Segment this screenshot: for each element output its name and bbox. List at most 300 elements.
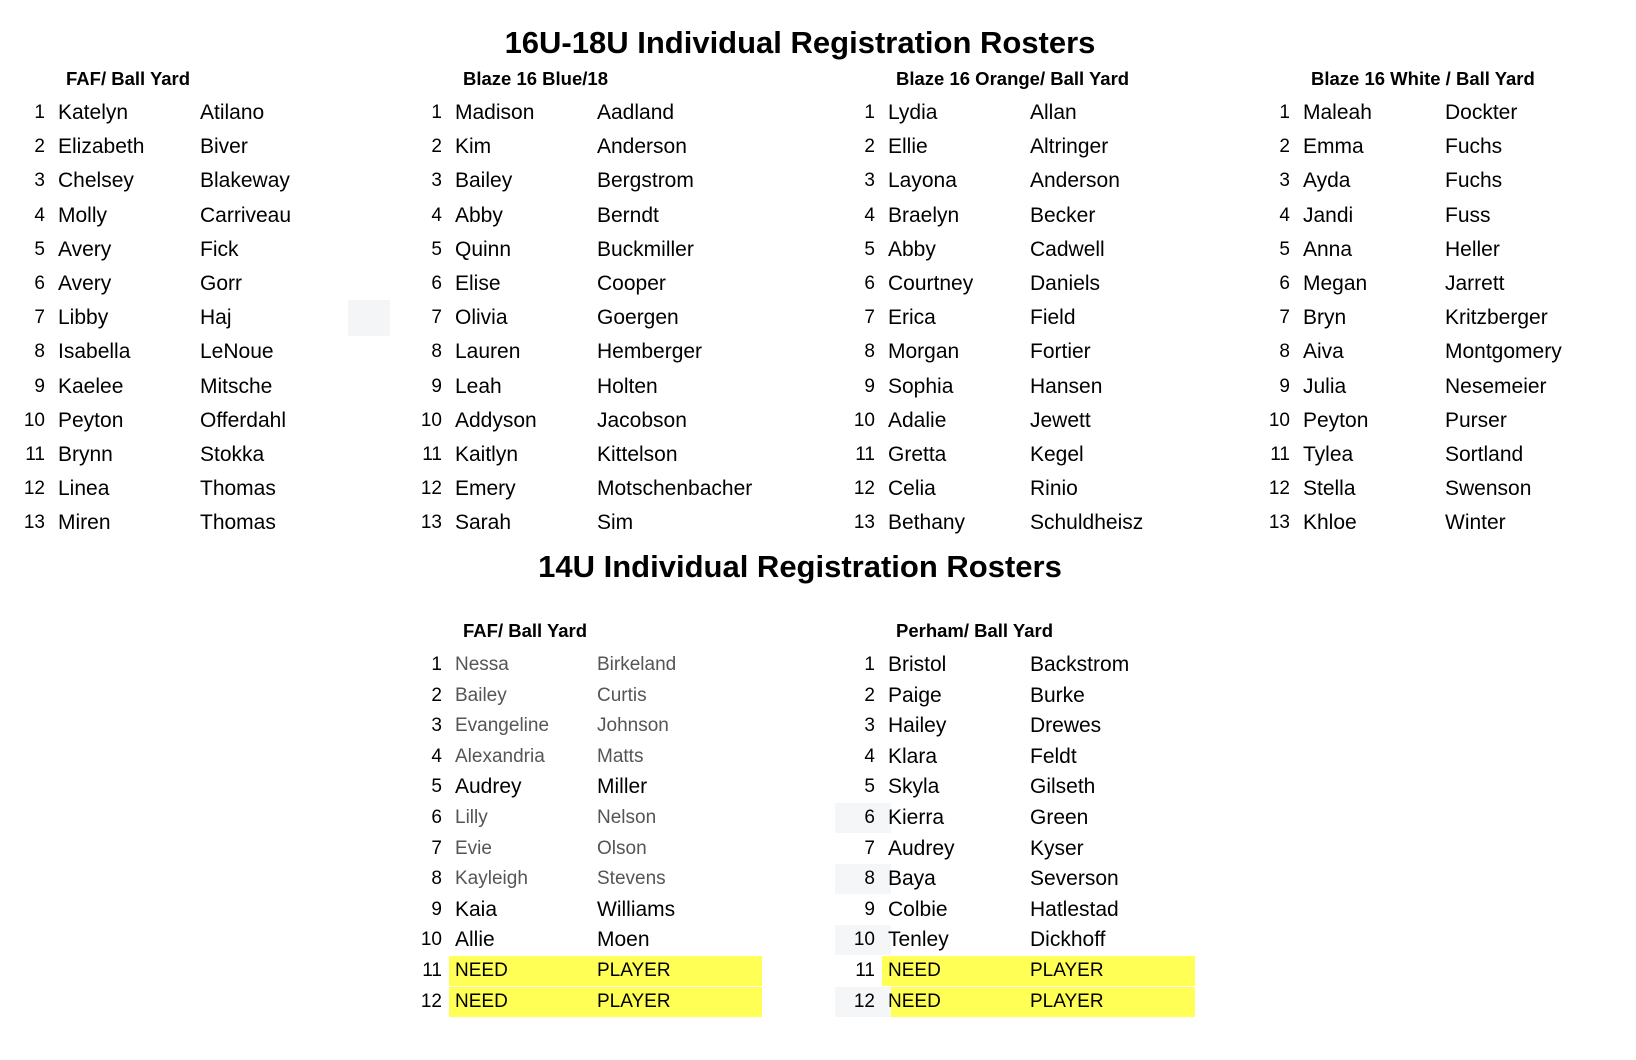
roster-row — [1250, 508, 1580, 538]
player-number: 1 — [34, 102, 45, 123]
player-number: 8 — [34, 341, 45, 363]
player-first-name: Stella — [1303, 477, 1356, 501]
player-last-name: Anderson — [597, 135, 687, 159]
player-first-name: Tylea — [1303, 443, 1354, 466]
player-first-name: Peyton — [1303, 408, 1369, 432]
player-number: 10 — [23, 409, 45, 431]
player-last-name: Williams — [597, 897, 676, 921]
player-last-name: Heller — [1445, 237, 1500, 261]
roster-row — [835, 406, 1165, 436]
player-last-name: Swenson — [1445, 477, 1532, 501]
player-number: 10 — [853, 409, 875, 431]
section-title-16u-18u: 16U-18U Individual Registration Rosters — [504, 25, 1096, 60]
player-last-name: Kritzberger — [1445, 306, 1548, 330]
player-first-name: NEED — [888, 990, 941, 1012]
player-last-name: Kegel — [1030, 443, 1084, 466]
player-first-name: Lilly — [455, 807, 488, 828]
player-last-name: Moen — [597, 928, 650, 952]
roster-row — [835, 440, 1165, 470]
roster-row — [835, 132, 1165, 162]
player-first-name: Nessa — [455, 654, 509, 675]
player-first-name: Quinn — [455, 237, 512, 261]
player-last-name: Haj — [200, 306, 232, 330]
player-first-name: Kim — [455, 135, 492, 159]
player-last-name: Backstrom — [1030, 653, 1130, 676]
player-first-name: Avery — [58, 272, 112, 295]
roster-row — [402, 508, 732, 538]
player-first-name: Julia — [1303, 374, 1347, 398]
player-first-name: Layona — [888, 169, 957, 193]
player-number: 1 — [431, 654, 442, 675]
player-first-name: NEED — [888, 960, 941, 981]
roster-row — [402, 303, 732, 333]
player-number: 5 — [431, 776, 442, 798]
section-title-14u: 14U Individual Registration Rosters — [538, 549, 1062, 584]
player-first-name: Gretta — [888, 443, 947, 466]
roster-row — [402, 337, 732, 367]
roster-row — [402, 681, 732, 711]
player-number: 1 — [431, 102, 442, 123]
player-first-name: Emma — [1303, 135, 1364, 159]
roster-row — [5, 440, 335, 470]
player-first-name: Molly — [58, 203, 108, 227]
player-first-name: Libby — [58, 306, 109, 330]
roster-row — [835, 772, 1165, 802]
player-first-name: Klara — [888, 744, 938, 768]
player-first-name: Colbie — [888, 897, 948, 921]
roster-row — [402, 269, 732, 299]
player-first-name: Evangeline — [455, 715, 550, 737]
player-last-name: Berndt — [597, 203, 659, 227]
player-first-name: Addyson — [455, 408, 537, 432]
roster-title: Perham/ Ball Yard — [896, 620, 1053, 641]
player-number: 4 — [431, 204, 442, 226]
player-number: 9 — [864, 375, 875, 397]
roster-row — [5, 337, 335, 367]
player-number: 5 — [431, 238, 442, 260]
roster-row — [402, 406, 732, 436]
roster-row — [835, 987, 1165, 1017]
player-first-name: Abby — [455, 203, 503, 227]
player-first-name: Braelyn — [888, 203, 960, 227]
player-last-name: Jewett — [1030, 408, 1091, 432]
roster-row — [1250, 201, 1580, 231]
player-first-name: Megan — [1303, 272, 1368, 295]
player-last-name: Birkeland — [597, 654, 677, 675]
player-last-name: Fuss — [1445, 203, 1491, 227]
player-first-name: Jandi — [1303, 203, 1354, 227]
roster-row — [835, 711, 1165, 741]
player-first-name: Emery — [455, 477, 516, 501]
player-number: 3 — [1279, 170, 1290, 192]
roster-row — [835, 742, 1165, 772]
player-last-name: Matts — [597, 745, 644, 767]
player-last-name: Offerdahl — [200, 408, 286, 432]
player-last-name: PLAYER — [597, 960, 671, 981]
player-last-name: Sim — [597, 511, 634, 535]
player-last-name: Carriveau — [200, 203, 292, 227]
roster-row — [402, 803, 732, 833]
player-first-name: Bailey — [455, 169, 513, 193]
player-last-name: Gilseth — [1030, 775, 1096, 799]
player-number: 11 — [855, 960, 875, 981]
roster-row — [1250, 235, 1580, 265]
player-first-name: Miren — [58, 511, 111, 535]
roster-row — [1250, 337, 1580, 367]
player-last-name: Curtis — [597, 684, 647, 706]
player-last-name: Gorr — [200, 272, 242, 295]
player-number: 8 — [1279, 341, 1290, 363]
player-last-name: Cooper — [597, 272, 666, 295]
player-number: 2 — [1279, 136, 1290, 158]
player-first-name: Olivia — [455, 306, 508, 330]
player-last-name: Johnson — [597, 715, 669, 737]
player-first-name: Leah — [455, 374, 502, 398]
player-first-name: Bailey — [455, 684, 507, 706]
roster-row — [835, 474, 1165, 504]
roster-row — [402, 711, 732, 741]
player-first-name: Maleah — [1303, 101, 1372, 124]
player-first-name: NEED — [455, 960, 508, 981]
player-number: 5 — [34, 238, 45, 260]
player-number: 8 — [431, 341, 442, 363]
player-number: 7 — [431, 837, 442, 859]
player-first-name: Sophia — [888, 374, 954, 398]
roster-row — [1250, 303, 1580, 333]
player-last-name: Blakeway — [200, 169, 290, 193]
player-first-name: Kaia — [455, 897, 498, 921]
player-first-name: Hailey — [888, 714, 947, 738]
roster-row — [402, 895, 732, 925]
player-last-name: Buckmiller — [597, 237, 694, 261]
roster-row — [835, 803, 1165, 833]
player-last-name: Nelson — [597, 807, 657, 828]
roster-row — [1250, 132, 1580, 162]
roster-row — [402, 864, 732, 894]
player-last-name: Mitsche — [200, 374, 273, 398]
roster-row — [402, 956, 732, 986]
roster-row — [402, 235, 732, 265]
roster-row — [5, 132, 335, 162]
player-number: 6 — [34, 273, 45, 294]
player-last-name: Green — [1030, 806, 1089, 829]
player-number: 11 — [25, 444, 45, 465]
player-number: 12 — [420, 990, 442, 1012]
player-number: 3 — [34, 170, 45, 192]
player-first-name: Lauren — [455, 340, 521, 364]
roster-title: FAF/ Ball Yard — [66, 68, 191, 89]
player-first-name: Tenley — [888, 928, 949, 952]
player-first-name: Paige — [888, 683, 942, 707]
player-last-name: Kittelson — [597, 443, 678, 466]
player-first-name: Khloe — [1303, 511, 1357, 535]
roster-row — [5, 372, 335, 402]
player-last-name: Thomas — [200, 511, 276, 535]
player-first-name: Aiva — [1303, 340, 1344, 364]
roster-row — [5, 303, 335, 333]
player-last-name: Fuchs — [1445, 135, 1503, 159]
player-last-name: Montgomery — [1445, 340, 1562, 364]
player-first-name: Ellie — [888, 135, 928, 159]
player-last-name: Olson — [597, 837, 647, 859]
player-last-name: Hansen — [1030, 374, 1103, 398]
player-first-name: Kierra — [888, 806, 945, 829]
player-first-name: Sarah — [455, 511, 512, 535]
player-last-name: Fick — [200, 237, 239, 261]
roster-row — [402, 132, 732, 162]
player-number: 7 — [34, 307, 45, 329]
player-first-name: Madison — [455, 101, 535, 124]
roster-row — [835, 681, 1165, 711]
roster-row — [5, 98, 335, 128]
roster-row — [835, 895, 1165, 925]
player-first-name: NEED — [455, 990, 508, 1012]
player-first-name: Elizabeth — [58, 135, 145, 159]
player-first-name: Alexandria — [455, 745, 545, 767]
player-number: 4 — [431, 745, 442, 767]
player-number: 12 — [23, 478, 45, 500]
roster-row — [1250, 406, 1580, 436]
player-last-name: Nesemeier — [1445, 374, 1547, 398]
player-last-name: Hatlestad — [1030, 897, 1119, 921]
player-last-name: Cadwell — [1030, 237, 1105, 261]
player-number: 12 — [420, 478, 442, 500]
player-number: 11 — [855, 444, 875, 465]
player-number: 12 — [853, 478, 875, 500]
player-number: 10 — [420, 929, 442, 951]
roster-row — [1250, 440, 1580, 470]
player-last-name: Kyser — [1030, 836, 1084, 860]
player-last-name: PLAYER — [597, 990, 671, 1012]
player-last-name: PLAYER — [1030, 990, 1104, 1012]
roster-row — [835, 372, 1165, 402]
roster-row — [5, 166, 335, 196]
roster-row — [835, 166, 1165, 196]
roster-row — [5, 474, 335, 504]
roster-row — [1250, 474, 1580, 504]
roster-row — [5, 235, 335, 265]
player-number: 2 — [864, 684, 875, 706]
roster-row — [5, 269, 335, 299]
roster-row — [402, 987, 732, 1017]
roster-row — [835, 235, 1165, 265]
roster-row — [835, 508, 1165, 538]
player-number: 4 — [1279, 204, 1290, 226]
player-number: 9 — [864, 898, 875, 920]
roster-row — [835, 925, 1165, 955]
player-last-name: Winter — [1445, 511, 1506, 535]
roster-row — [835, 337, 1165, 367]
player-last-name: Allan — [1030, 101, 1077, 124]
player-last-name: Dockter — [1445, 101, 1518, 124]
player-number: 11 — [422, 960, 442, 981]
player-number: 3 — [864, 715, 875, 737]
player-first-name: Peyton — [58, 408, 124, 432]
player-number: 8 — [864, 868, 875, 890]
roster-row — [835, 269, 1165, 299]
player-last-name: Fortier — [1030, 340, 1091, 364]
player-last-name: Thomas — [200, 477, 276, 501]
roster-row — [5, 406, 335, 436]
player-number: 2 — [431, 684, 442, 706]
player-last-name: Holten — [597, 374, 658, 398]
player-number: 4 — [864, 745, 875, 767]
player-last-name: Becker — [1030, 203, 1096, 227]
player-last-name: Altringer — [1030, 135, 1109, 159]
player-number: 2 — [431, 136, 442, 158]
player-last-name: Sortland — [1445, 443, 1524, 466]
player-last-name: Motschenbacher — [597, 477, 753, 501]
player-first-name: Abby — [888, 237, 936, 261]
player-number: 8 — [431, 868, 442, 890]
player-last-name: Anderson — [1030, 169, 1120, 193]
player-number: 1 — [864, 654, 875, 675]
player-last-name: Schuldheisz — [1030, 511, 1144, 535]
player-number: 9 — [431, 898, 442, 920]
roster-title: Blaze 16 White / Ball Yard — [1311, 68, 1535, 89]
player-number: 10 — [853, 929, 875, 951]
player-first-name: Audrey — [888, 836, 955, 860]
roster-row — [402, 772, 732, 802]
player-first-name: Morgan — [888, 340, 960, 364]
player-number: 5 — [864, 776, 875, 798]
player-last-name: Burke — [1030, 683, 1085, 707]
player-first-name: Skyla — [888, 775, 940, 799]
shaded-cell — [348, 300, 390, 336]
player-number: 7 — [1279, 307, 1290, 329]
roster-row — [402, 650, 732, 680]
player-number: 13 — [1268, 512, 1290, 534]
roster-row — [5, 508, 335, 538]
roster-row — [835, 201, 1165, 231]
player-last-name: Feldt — [1030, 744, 1077, 768]
player-number: 9 — [34, 375, 45, 397]
roster-row — [402, 201, 732, 231]
player-first-name: Bethany — [888, 511, 966, 535]
player-number: 1 — [864, 102, 875, 123]
player-number: 8 — [864, 341, 875, 363]
player-first-name: Isabella — [58, 340, 131, 364]
player-last-name: Purser — [1445, 408, 1507, 432]
player-last-name: Biver — [200, 135, 248, 159]
player-last-name: LeNoue — [200, 340, 274, 364]
player-first-name: Adalie — [888, 408, 947, 432]
player-number: 13 — [853, 512, 875, 534]
roster-row — [402, 834, 732, 864]
player-last-name: Drewes — [1030, 714, 1102, 738]
player-last-name: Rinio — [1030, 477, 1078, 501]
roster-row — [1250, 166, 1580, 196]
player-number: 3 — [864, 170, 875, 192]
player-first-name: Kaelee — [58, 374, 124, 398]
roster-row — [835, 864, 1165, 894]
roster-title: Blaze 16 Orange/ Ball Yard — [896, 68, 1130, 89]
player-number: 9 — [431, 375, 442, 397]
player-last-name: Fuchs — [1445, 169, 1503, 193]
roster-row — [402, 98, 732, 128]
roster-row — [835, 98, 1165, 128]
player-number: 3 — [431, 715, 442, 737]
player-last-name: Dickhoff — [1030, 928, 1106, 952]
player-first-name: Anna — [1303, 237, 1353, 261]
player-first-name: Chelsey — [58, 169, 134, 193]
player-number: 1 — [1279, 102, 1290, 123]
player-last-name: Hemberger — [597, 340, 703, 364]
player-first-name: Kaitlyn — [455, 443, 519, 466]
player-number: 5 — [1279, 238, 1290, 260]
player-number: 6 — [1279, 273, 1290, 294]
player-number: 7 — [864, 307, 875, 329]
player-number: 13 — [420, 512, 442, 534]
player-number: 9 — [1279, 375, 1290, 397]
player-number: 7 — [864, 837, 875, 859]
player-first-name: Allie — [455, 928, 495, 952]
player-number: 11 — [422, 444, 442, 465]
player-last-name: Stevens — [597, 868, 666, 890]
player-number: 4 — [864, 204, 875, 226]
player-first-name: Audrey — [455, 775, 522, 799]
player-first-name: Lydia — [888, 101, 938, 124]
player-first-name: Ayda — [1303, 169, 1351, 193]
player-first-name: Baya — [888, 867, 936, 891]
roster-row — [402, 166, 732, 196]
player-last-name: Jacobson — [597, 408, 687, 432]
player-last-name: Atilano — [200, 101, 265, 124]
player-first-name: Erica — [888, 306, 936, 330]
player-number: 12 — [853, 990, 875, 1012]
roster-row — [835, 834, 1165, 864]
player-number: 2 — [34, 136, 45, 158]
roster-row — [1250, 269, 1580, 299]
player-number: 10 — [420, 409, 442, 431]
player-number: 12 — [1268, 478, 1290, 500]
roster-row — [835, 303, 1165, 333]
player-first-name: Brynn — [58, 443, 113, 466]
player-number: 3 — [431, 170, 442, 192]
roster-row — [402, 372, 732, 402]
player-number: 6 — [431, 807, 442, 828]
player-number: 11 — [1270, 444, 1290, 465]
player-number: 5 — [864, 238, 875, 260]
player-number: 7 — [431, 307, 442, 329]
player-last-name: Severson — [1030, 867, 1119, 891]
player-first-name: Bryn — [1303, 306, 1347, 330]
roster-title: FAF/ Ball Yard — [463, 620, 588, 641]
roster-row — [402, 440, 732, 470]
player-last-name: Jarrett — [1445, 272, 1505, 295]
player-last-name: Daniels — [1030, 272, 1101, 295]
player-number: 10 — [1268, 409, 1290, 431]
player-number: 6 — [431, 273, 442, 294]
player-number: 2 — [864, 136, 875, 158]
player-last-name: Aadland — [597, 101, 675, 124]
roster-row — [402, 742, 732, 772]
player-first-name: Celia — [888, 477, 936, 501]
player-last-name: Bergstrom — [597, 169, 694, 193]
player-number: 6 — [864, 273, 875, 294]
player-first-name: Elise — [455, 272, 501, 295]
roster-row — [1250, 372, 1580, 402]
roster-title: Blaze 16 Blue/18 — [463, 68, 608, 89]
player-number: 6 — [864, 807, 875, 828]
player-first-name: Kayleigh — [455, 868, 528, 890]
player-last-name: Goergen — [597, 306, 679, 330]
player-first-name: Bristol — [888, 653, 947, 676]
player-first-name: Katelyn — [58, 101, 129, 124]
roster-row — [402, 474, 753, 504]
player-last-name: Field — [1030, 306, 1076, 330]
player-first-name: Linea — [58, 477, 110, 501]
